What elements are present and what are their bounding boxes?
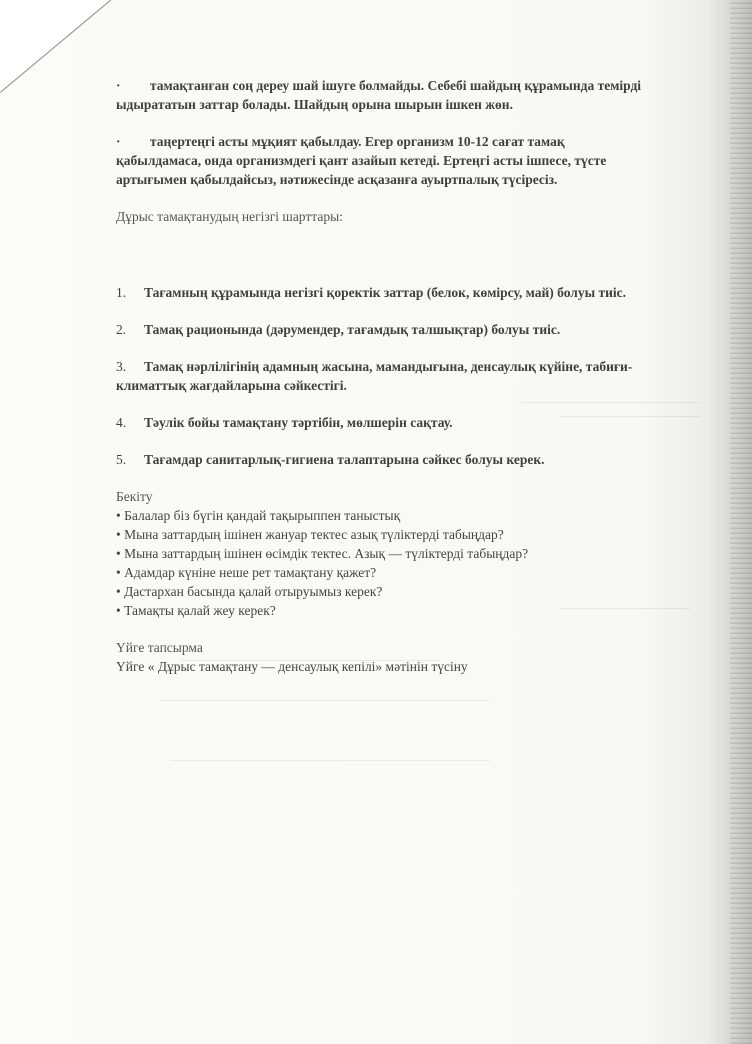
condition-item-2 [116,320,696,339]
list-item: • Дастархан басында қалай отыруымыз керек? [116,584,383,599]
scan-edge-shadow [730,0,752,1044]
paragraph-line: ыдырататын заттар болады. Шайдың орына шырын ішкен жөн. [116,97,513,112]
item-number: 2. [116,322,127,337]
bekitu-heading: Бекіту [116,489,153,504]
condition-item-3 [116,357,696,395]
homework-heading: Үйге тапсырма [116,640,203,655]
paragraph-line: қабылдамаса, онда организмдегі қант азайып кетеді. Ертеңгі асты ішпесе, түсте [116,153,607,168]
paragraph-line: таңертеңгі асты мұқият қабылдау. Егер организм 10-12 сағат тамақ [150,134,565,149]
paragraph-breakfast [116,132,696,189]
paragraph-line: тамақтанған соң дереу шай ішуге болмайды. Себебі шайдың құрамында темірді [150,78,642,93]
item-text-continuation: климаттық жағдайларына сәйкестігі. [116,378,347,393]
item-text: Тамақ рационында (дәрумендер, тағамдық талшықтар) болуы тиіс. [144,322,561,337]
bleed-through-line [160,700,490,701]
item-text: Тәулік бойы тамақтану тәртібін, мөлшерін сақтау. [144,415,453,430]
homework-section [116,638,696,676]
list-item: • Тамақты қалай жеу керек? [116,603,276,618]
bleed-through-line [170,760,490,761]
paragraph-line: артығымен қабылдайсыз, нәтижесінде асқазанға ауыртпалық түсіресіз. [116,172,558,187]
list-item: • Мына заттардың ішінен өсімдік тектес. Азық — түліктерді табыңдар? [116,546,529,561]
condition-item-5 [116,450,696,469]
list-item: • Мына заттардың ішінен жануар тектес азық түліктерді табыңдар? [116,527,504,542]
item-text: Тағамдар санитарлық-гигиена талаптарына сәйкес болуы керек. [144,452,545,467]
item-number: 4. [116,415,127,430]
document-body [116,76,696,676]
conditions-heading: Дұрыс тамақтанудың негізгі шарттары: [116,209,343,224]
item-number: 1. [116,285,127,300]
list-item: • Адамдар күніне неше рет тамақтану қажет? [116,565,377,580]
condition-item-4 [116,413,696,432]
list-item: • Балалар біз бүгін қандай тақырыппен таныстық [116,508,401,523]
item-text: Тағамның құрамында негізгі қоректік заттар (белок, көмірсу, май) болуы тиіс. [144,285,627,300]
bekitu-section [116,487,696,620]
bullet-marker: · [116,78,121,93]
paragraph-tea [116,76,696,114]
bekitu-list [116,506,696,620]
bullet-marker: · [116,134,121,149]
item-number: 5. [116,452,127,467]
item-text: Тамақ нәрлілігінің адамның жасына, мамандығына, денсаулық күйіне, табиғи- [144,359,633,374]
homework-text: Үйге « Дұрыс тамақтану — денсаулық кепілі» мәтінін түсіну [116,659,468,674]
item-number: 3. [116,359,127,374]
condition-item-1 [116,283,696,302]
